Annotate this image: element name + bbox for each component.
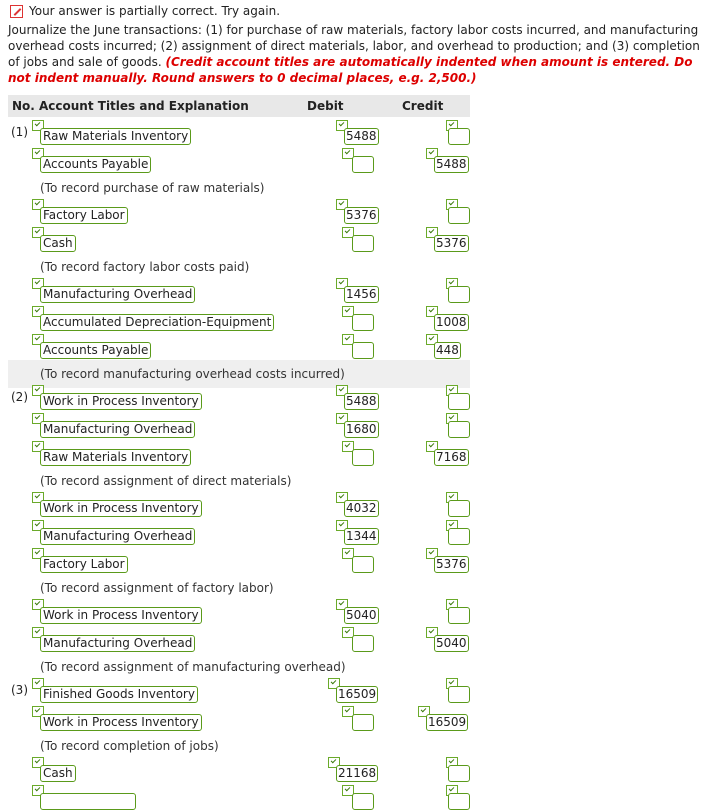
account-title-input[interactable]: Work in Process Inventory [40, 500, 202, 517]
table-row [8, 490, 470, 518]
entry-explanation: (To record assignment of manufacturing overhead) [40, 660, 346, 674]
debit-input[interactable] [352, 793, 374, 810]
table-row [8, 625, 470, 653]
credit-input[interactable] [448, 793, 470, 810]
table-row [8, 597, 470, 625]
table-row [8, 276, 470, 304]
credit-input[interactable]: 5040 [436, 636, 467, 650]
table-row [8, 755, 470, 783]
credit-input[interactable]: 7168 [436, 450, 467, 464]
account-title-input[interactable]: Manufacturing Overhead [40, 528, 195, 545]
credit-input[interactable] [448, 393, 470, 410]
debit-input[interactable] [352, 235, 374, 252]
account-title-input[interactable]: Manufacturing Overhead [40, 421, 195, 438]
instructions-text: Journalize the June transactions: (1) for purchase of raw materials, factory labor costs incurred, and manufacturing overhead costs incurred; (2) assignment of direct materials, labor, and overhead to production; and (3) completion of jobs and sale of goods. [8, 23, 700, 69]
debit-input[interactable]: 16509 [338, 687, 377, 701]
journal-header [8, 95, 470, 117]
account-title-input[interactable] [40, 793, 136, 810]
debit-input[interactable] [352, 342, 374, 359]
table-row [8, 225, 470, 253]
credit-input[interactable] [448, 500, 470, 517]
entry-explanation: (To record factory labor costs paid) [40, 260, 250, 274]
edit-icon [10, 5, 23, 18]
account-title-input[interactable]: Accounts Payable [40, 342, 151, 359]
account-title-input[interactable]: Work in Process Inventory [40, 607, 202, 624]
credit-input[interactable]: 5376 [436, 236, 467, 250]
table-row [8, 783, 470, 811]
account-title-input[interactable]: Manufacturing Overhead [40, 286, 195, 303]
debit-input[interactable] [352, 556, 374, 573]
account-title-input[interactable]: Finished Goods Inventory [40, 686, 198, 703]
debit-input[interactable]: 5488 [346, 394, 377, 408]
table-row [8, 546, 470, 574]
table-row [8, 439, 470, 467]
credit-input[interactable]: 5488 [436, 157, 467, 171]
account-title-input[interactable]: Cash [40, 235, 76, 252]
debit-input[interactable]: 4032 [346, 501, 377, 515]
debit-input[interactable]: 5488 [346, 129, 377, 143]
account-title-input[interactable]: Raw Materials Inventory [40, 128, 191, 145]
debit-input[interactable]: 1456 [346, 287, 377, 301]
header-no: No. [12, 99, 35, 113]
credit-input[interactable] [448, 286, 470, 303]
debit-input[interactable]: 21168 [338, 766, 377, 780]
header-debit: Debit [307, 99, 344, 113]
table-row [8, 704, 470, 732]
debit-input[interactable]: 1680 [346, 422, 377, 436]
credit-input[interactable] [448, 421, 470, 438]
table-row [8, 146, 470, 174]
debit-input[interactable]: 1344 [346, 529, 377, 543]
account-title-input[interactable]: Work in Process Inventory [40, 393, 202, 410]
credit-input[interactable] [448, 528, 470, 545]
table-row [8, 518, 470, 546]
entry-explanation: (To record purchase of raw materials) [40, 181, 265, 195]
account-title-input[interactable]: Raw Materials Inventory [40, 449, 191, 466]
table-row [8, 118, 470, 146]
account-title-input[interactable]: Cash [40, 765, 76, 782]
account-title-input[interactable]: Work in Process Inventory [40, 714, 202, 731]
entry-explanation: (To record completion of jobs) [40, 739, 219, 753]
debit-input[interactable]: 5376 [346, 208, 377, 222]
credit-input[interactable] [448, 128, 470, 145]
account-title-input[interactable]: Manufacturing Overhead [40, 635, 195, 652]
debit-input[interactable] [352, 449, 374, 466]
debit-input[interactable] [352, 714, 374, 731]
debit-input[interactable] [352, 635, 374, 652]
account-title-input[interactable]: Factory Labor [40, 207, 128, 224]
account-title-input[interactable]: Accumulated Depreciation-Equipment [40, 314, 274, 331]
entry-explanation: (To record manufacturing overhead costs incurred) [40, 367, 345, 381]
entry-number: (2) [11, 390, 28, 404]
account-title-input[interactable]: Accounts Payable [40, 156, 151, 173]
table-row [8, 411, 470, 439]
table-row [8, 383, 470, 411]
entry-explanation: (To record assignment of factory labor) [40, 581, 274, 595]
answer-status [10, 2, 280, 20]
credit-input[interactable] [448, 607, 470, 624]
entry-number: (3) [11, 683, 28, 697]
credit-input[interactable]: 1008 [436, 315, 467, 329]
credit-input[interactable] [448, 765, 470, 782]
credit-input[interactable]: 448 [436, 343, 459, 357]
table-row [8, 676, 470, 704]
status-text: Your answer is partially correct. Try again. [29, 4, 281, 18]
credit-input[interactable]: 16509 [428, 715, 467, 729]
debit-input[interactable] [352, 156, 374, 173]
credit-input[interactable] [448, 686, 470, 703]
debit-input[interactable]: 5040 [346, 608, 377, 622]
account-title-input[interactable]: Factory Labor [40, 556, 128, 573]
table-row [8, 304, 470, 332]
table-row [8, 197, 470, 225]
credit-input[interactable] [448, 207, 470, 224]
table-row [8, 332, 470, 360]
header-account: Account Titles and Explanation [39, 99, 249, 113]
instructions-note: (Credit account titles are automatically indented when amount is entered. Do not indent manually. Round answers to 0 decimal places, e.g. 2,500.) [8, 55, 693, 85]
header-credit: Credit [402, 99, 444, 113]
debit-input[interactable] [352, 314, 374, 331]
credit-input[interactable]: 5376 [436, 557, 467, 571]
entry-number: (1) [11, 125, 28, 139]
entry-explanation: (To record assignment of direct materials) [40, 474, 292, 488]
instructions [8, 22, 708, 86]
